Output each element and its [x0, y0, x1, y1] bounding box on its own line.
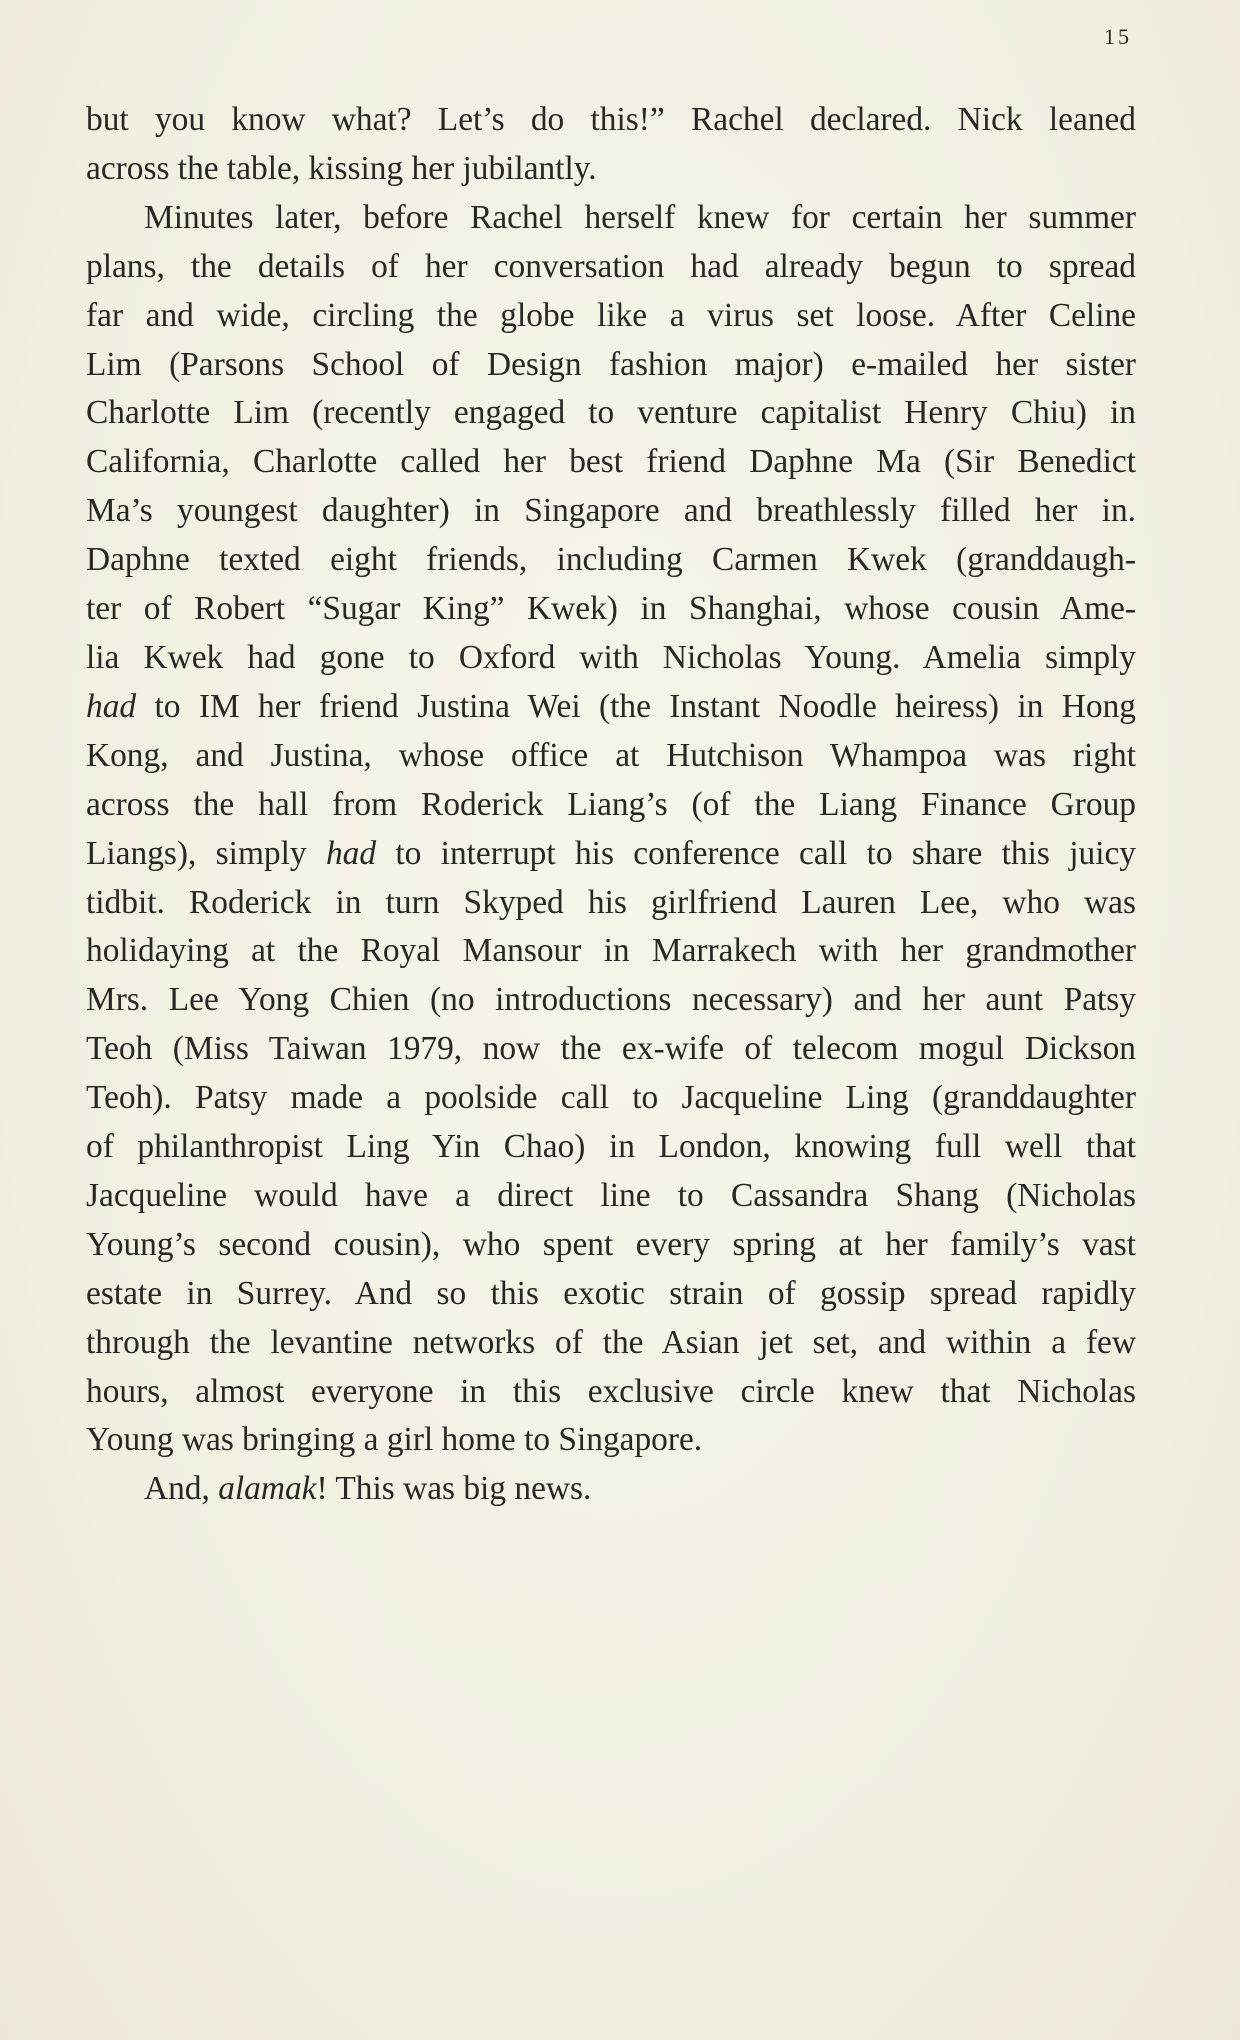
italic-text: had — [86, 687, 137, 725]
text-line — [86, 1368, 1136, 1417]
text-line — [86, 585, 1136, 634]
text-line — [86, 1319, 1136, 1368]
text-run: Liangs), simply — [86, 834, 326, 872]
text-run: Daphne texted eight friends, including Carmen Kwek (granddaugh- — [86, 541, 1136, 579]
text-line — [86, 438, 1136, 487]
text-line — [86, 732, 1136, 781]
text-run: Teoh (Miss Taiwan 1979, now the ex-wife of telecom mogul Dickson — [86, 1030, 1136, 1068]
text-line — [86, 292, 1136, 341]
text-line — [86, 389, 1136, 438]
paragraph — [86, 1465, 1136, 1514]
text-line — [86, 1416, 1136, 1465]
text-run: through the levantine networks of the Asian jet set, and within a few — [86, 1323, 1136, 1361]
text-run: Mrs. Lee Yong Chien (no introductions necessary) and her aunt Patsy — [86, 981, 1136, 1019]
text-run: tidbit. Roderick in turn Skyped his girlfriend Lauren Lee, who was — [86, 883, 1136, 921]
text-line — [86, 683, 1136, 732]
text-run: to IM her friend Justina Wei (the Instant Noodle heiress) in Hong — [136, 687, 1136, 725]
text-run: Minutes later, before Rachel herself knew for certain her summer — [144, 198, 1136, 236]
text-run: hours, almost everyone in this exclusive circle knew that Nicholas — [86, 1372, 1136, 1410]
text-line — [86, 781, 1136, 830]
text-line — [86, 976, 1136, 1025]
text-line — [86, 1074, 1136, 1123]
text-line — [86, 927, 1136, 976]
text-line — [86, 487, 1136, 536]
italic-text: alamak — [218, 1470, 317, 1508]
text-run: Lim (Parsons School of Design fashion major) e-mailed her sister — [86, 345, 1136, 383]
page-number: 15 — [1104, 24, 1132, 49]
italic-text: had — [325, 834, 377, 872]
text-line — [86, 879, 1136, 928]
text-line — [86, 1270, 1136, 1319]
text-line — [86, 536, 1136, 585]
text-run: across the table, kissing her jubilantly. — [86, 149, 597, 187]
text-run: holidaying at the Royal Mansour in Marrakech with her grandmother — [86, 932, 1136, 970]
text-line — [86, 243, 1136, 292]
text-run: Kong, and Justina, whose office at Hutchison Whampoa was right — [86, 736, 1136, 774]
body-text — [86, 96, 1136, 1514]
text-run: far and wide, circling the globe like a virus set loose. After Celine — [86, 296, 1136, 334]
paragraph — [86, 194, 1136, 1466]
text-run: across the hall from Roderick Liang’s (of the Liang Finance Group — [86, 785, 1136, 823]
text-line — [86, 1172, 1136, 1221]
text-run: Young’s second cousin), who spent every spring at her family’s vast — [86, 1225, 1136, 1263]
text-run: ter of Robert “Sugar King” Kwek) in Shanghai, whose cousin Ame- — [86, 590, 1136, 628]
text-line — [86, 830, 1136, 879]
text-run: but you know what? Let’s do this!” Rachel declared. Nick leaned — [86, 101, 1136, 138]
text-run: Jacqueline would have a direct line to Cassandra Shang (Nicholas — [86, 1176, 1136, 1214]
text-line — [86, 634, 1136, 683]
text-run: Charlotte Lim (recently engaged to venture capitalist Henry Chiu) in — [86, 394, 1136, 432]
text-run: ! This was big news. — [316, 1470, 592, 1508]
paragraph — [86, 96, 1136, 194]
text-line — [86, 194, 1136, 243]
text-run: Young was bringing a girl home to Singapore. — [86, 1421, 703, 1459]
text-line — [86, 96, 1136, 145]
text-line — [86, 145, 1136, 194]
text-line — [86, 1221, 1136, 1270]
text-run: estate in Surrey. And so this exotic strain of gossip spread rapidly — [86, 1274, 1136, 1312]
text-run: Ma’s youngest daughter) in Singapore and breathlessly filled her in. — [86, 492, 1136, 530]
text-line — [86, 1123, 1136, 1172]
text-line — [86, 1025, 1136, 1074]
text-line — [86, 341, 1136, 390]
text-run: lia Kwek had gone to Oxford with Nicholas Young. Amelia simply — [86, 638, 1136, 676]
text-run: California, Charlotte called her best friend Daphne Ma (Sir Benedict — [86, 443, 1136, 481]
text-run: plans, the details of her conversation had already begun to spread — [86, 247, 1136, 285]
text-run: to interrupt his conference call to share this juicy — [376, 834, 1136, 872]
text-run: Teoh). Patsy made a poolside call to Jacqueline Ling (granddaughter — [86, 1079, 1136, 1117]
text-run: of philanthropist Ling Yin Chao) in London, knowing full well that — [86, 1128, 1136, 1166]
text-run: And, — [144, 1470, 219, 1508]
text-line — [86, 1465, 1136, 1514]
